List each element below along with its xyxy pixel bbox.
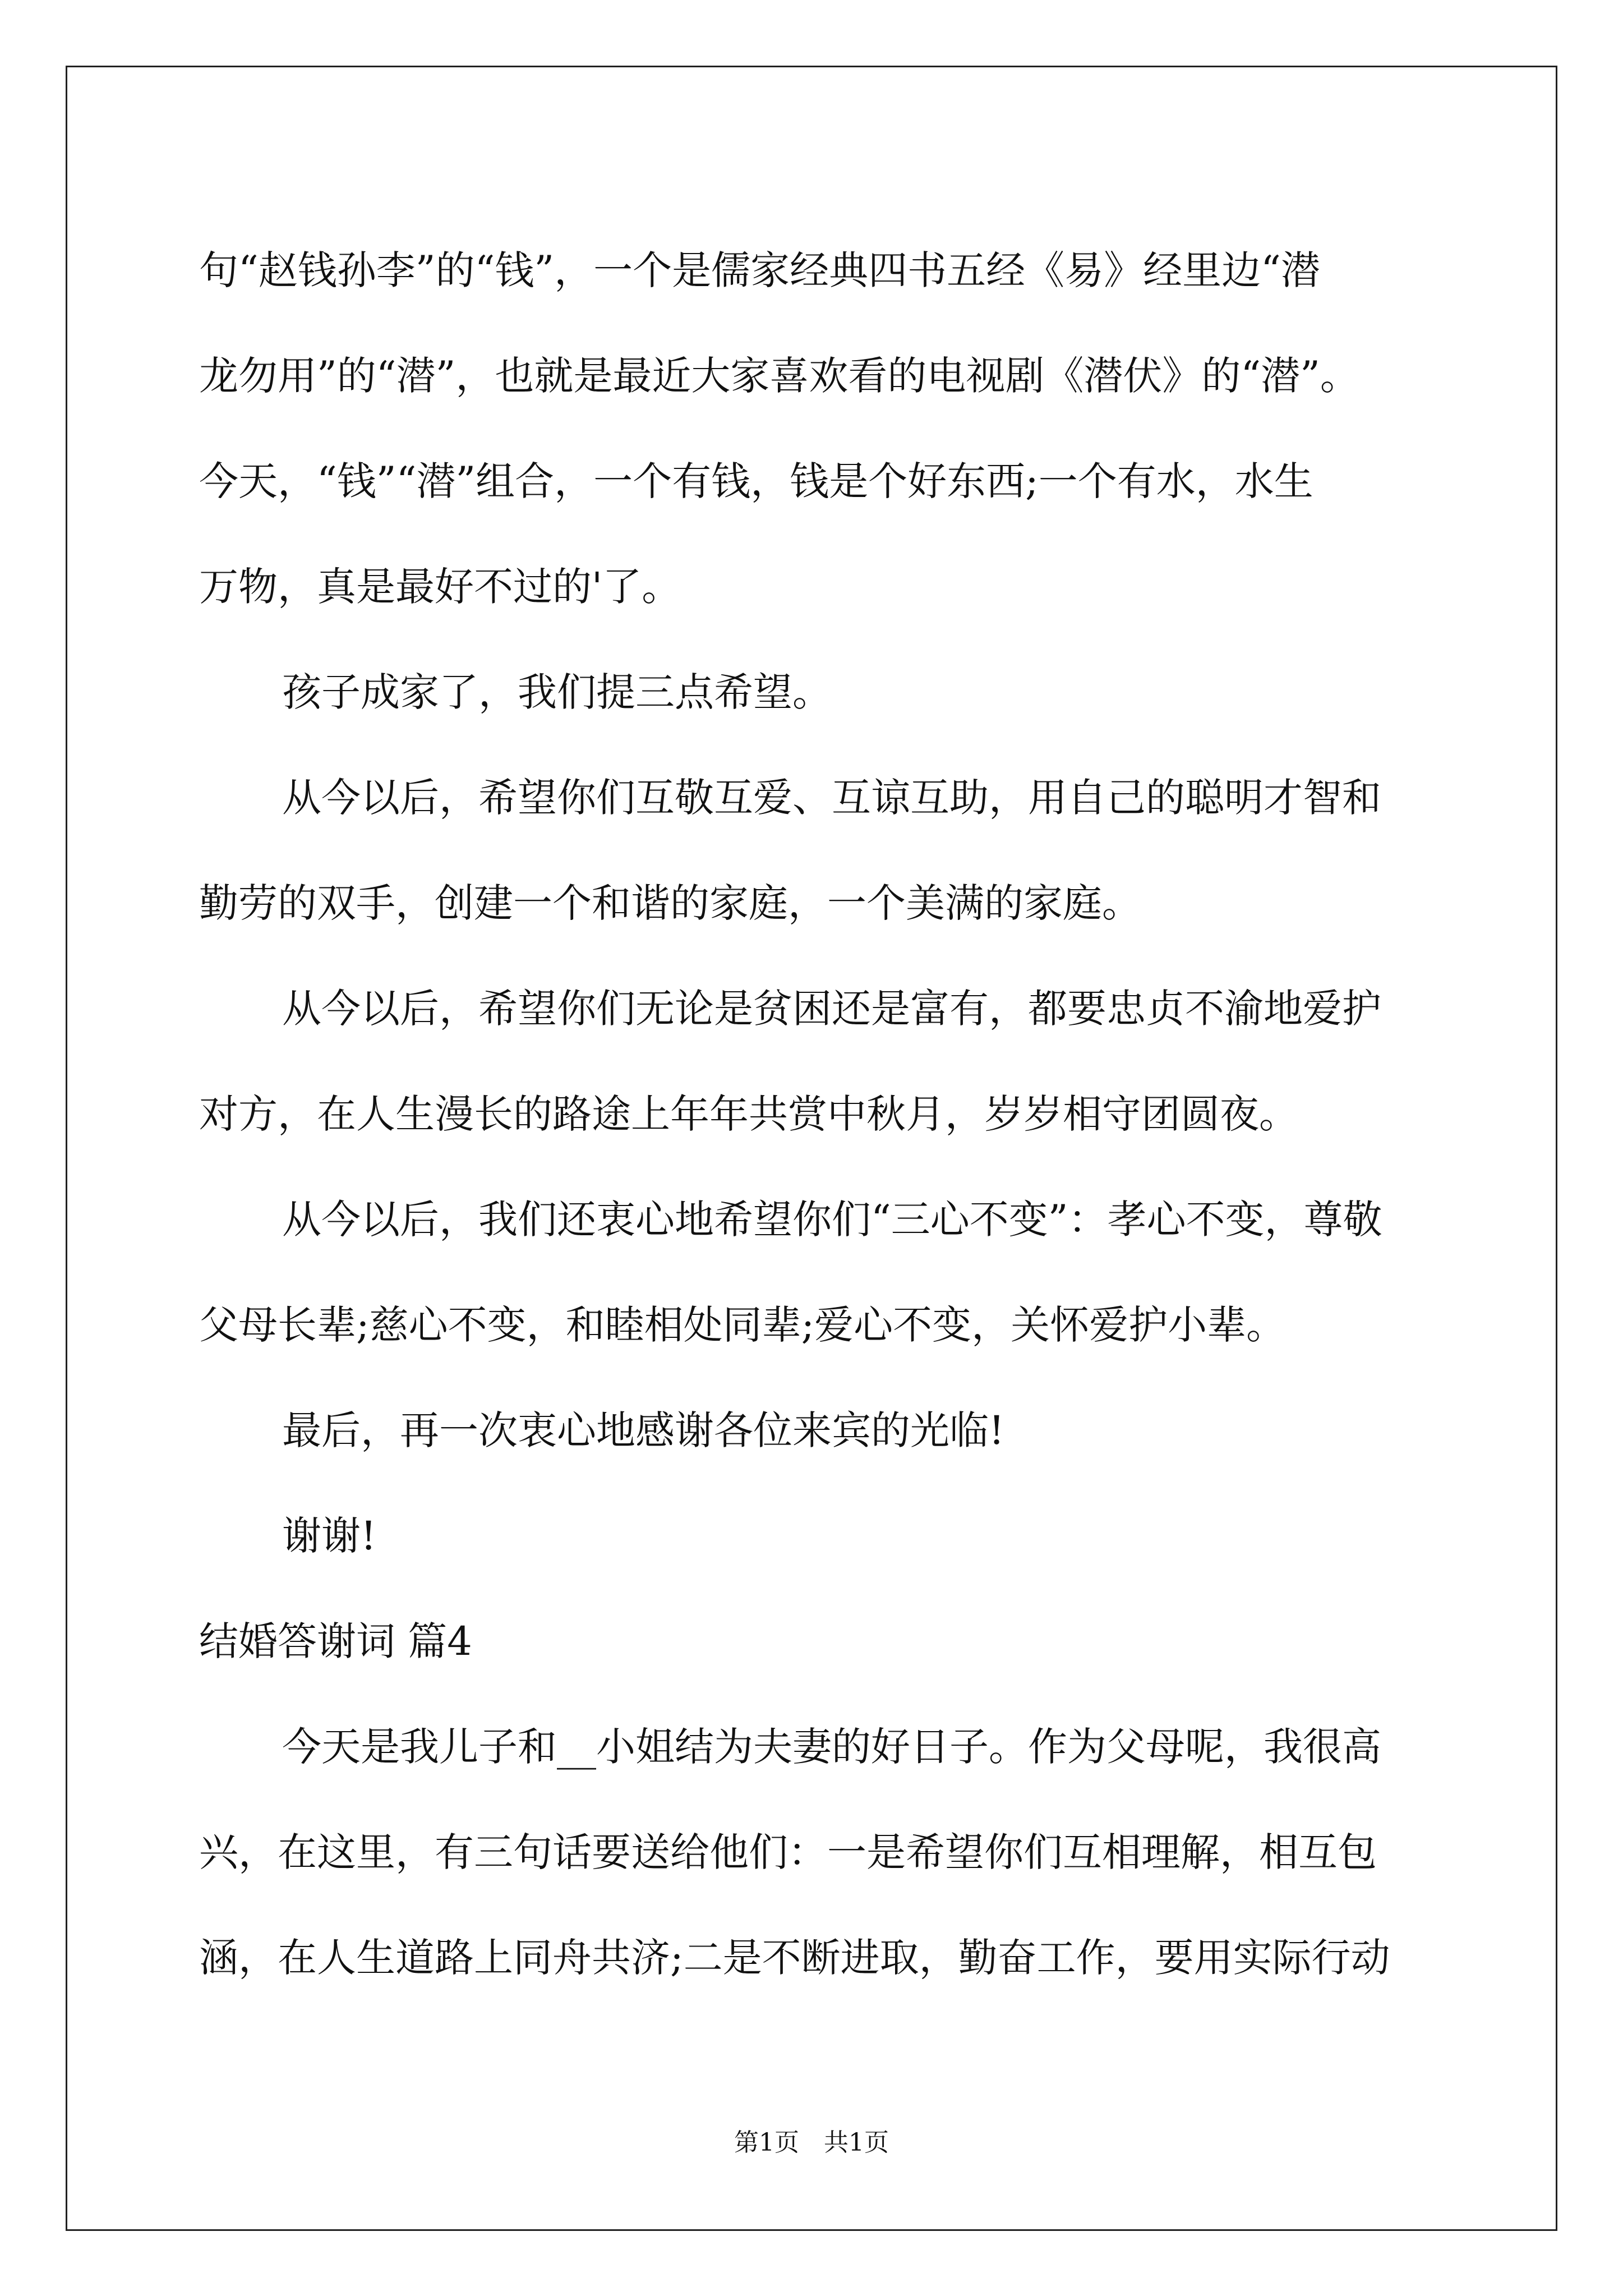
paragraph-start-line: 从今以后，我们还衷心地希望你们“三心不变”：孝心不变，尊敬 <box>282 1197 1382 1243</box>
paragraph-start-line: 从今以后，希望你们互敬互爱、互谅互助，用自己的聪明才智和 <box>282 775 1381 821</box>
document-body <box>199 218 1438 2010</box>
text-line: 涵，在人生道路上同舟共济;二是不断进取，勤奋工作，要用实际行动 <box>199 1935 1390 1981</box>
text-line: 对方，在人生漫长的路途上年年共赏中秋月，岁岁相守团圆夜。 <box>199 1091 1298 1137</box>
text-line: 兴，在这里，有三句话要送给他们：一是希望你们互相理解，相互包 <box>199 1829 1377 1875</box>
text-line: 今天，“钱”“潜”组合，一个有钱，钱是个好东西;一个有水，水生 <box>199 458 1313 504</box>
paragraph-start-line: 最后，再一次衷心地感谢各位来宾的光临! <box>282 1407 1005 1453</box>
page-footer: 第1页 共1页 <box>734 2128 889 2157</box>
section-heading: 结婚答谢词 篇4 <box>199 1618 472 1664</box>
text-line: 龙勿用”的“潜”，也就是最近大家喜欢看的电视剧《潜伏》的“潜”。 <box>199 353 1359 399</box>
paragraph-start-line: 从今以后，希望你们无论是贫困还是富有，都要忠贞不渝地爱护 <box>282 986 1381 1032</box>
text-line: 父母长辈;慈心不变，和睦相处同辈;爱心不变，关怀爱护小辈。 <box>199 1302 1286 1348</box>
paragraph-start-line: 谢谢! <box>282 1513 377 1559</box>
paragraph-start-line: 孩子成家了，我们提三点希望。 <box>282 669 832 715</box>
text-line: 勤劳的双手，创建一个和谐的家庭，一个美满的家庭。 <box>199 880 1141 926</box>
paragraph-start-line: 今天是我儿子和__小姐结为夫妻的好日子。作为父母呢，我很高 <box>282 1724 1381 1770</box>
text-line: 万物，真是最好不过的'了。 <box>199 564 681 610</box>
text-line: 句“赵钱孙李”的“钱”，一个是儒家经典四书五经《易》经里边“潜 <box>199 247 1320 293</box>
